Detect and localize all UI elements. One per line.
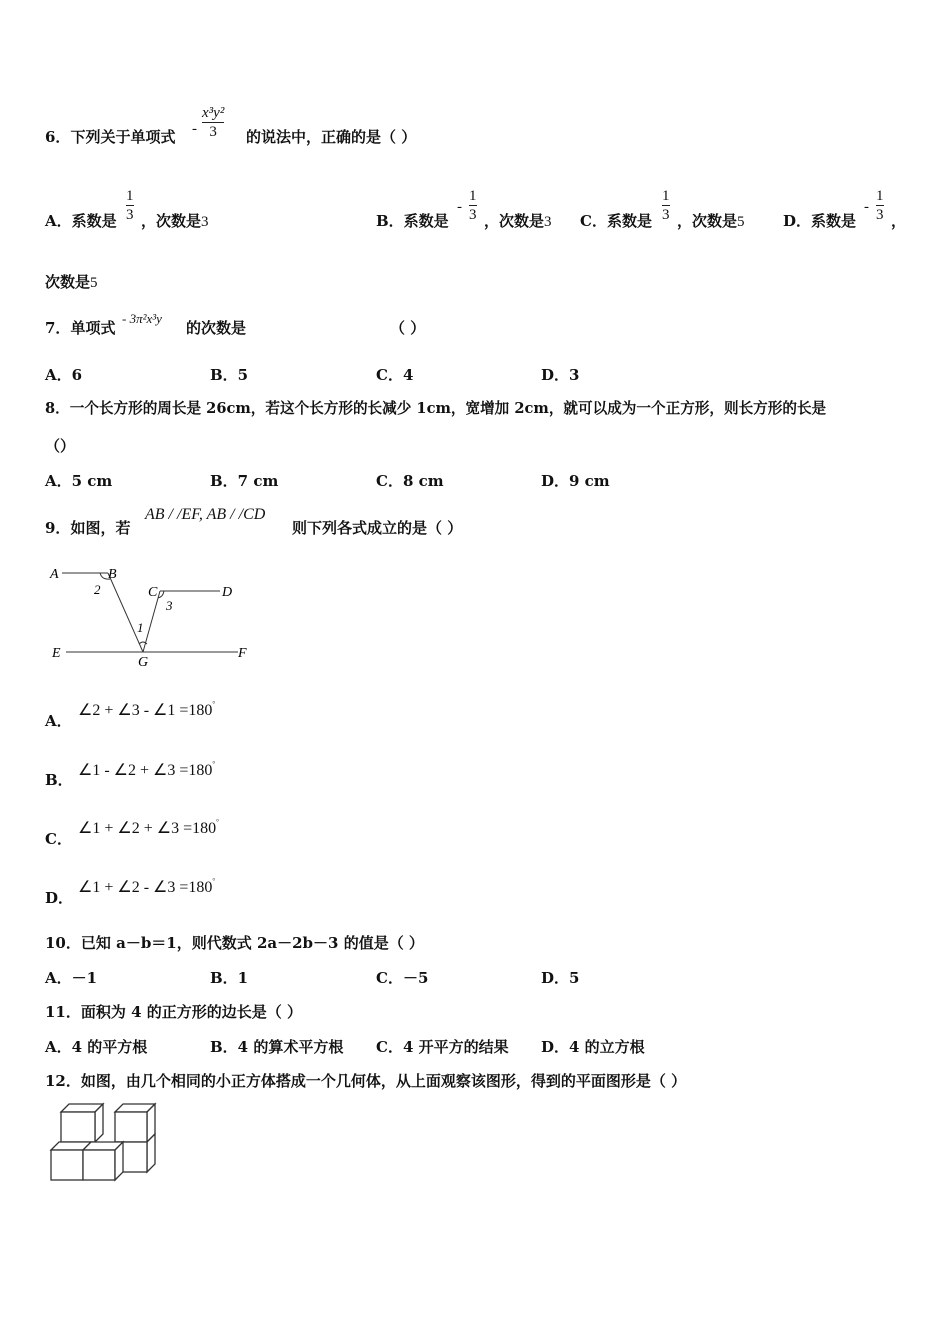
q9-number: 9． (45, 519, 71, 537)
q6-option-a-label: A．系数是 (45, 212, 117, 230)
q7-number: 7． (45, 319, 71, 337)
q7-suffix: 的次数是 (186, 319, 247, 337)
q11-stem: 11．面积为 4 的正方形的边长是（ ） (45, 1003, 302, 1021)
q9-option-b-degree: ° (212, 760, 216, 768)
q9-option-a-equation: ∠2 + ∠3 - ∠1 =180 (78, 702, 213, 719)
q10-option-d: D．5 (541, 969, 580, 987)
q12-cube-figure (45, 1100, 160, 1185)
q6-option-c-den: 3 (662, 207, 670, 223)
q6-expr-denominator: 3 (209, 124, 217, 140)
label-f: F (238, 646, 247, 661)
q6-option-a-fraction (126, 187, 134, 224)
q6-option-b-num: 1 (469, 188, 477, 204)
q9-option-a-expr (78, 700, 215, 720)
q6-option-a-den: 3 (126, 207, 134, 223)
q8-option-d: D．9 cm (541, 472, 610, 490)
q11-option-a: A．4 的平方根 (45, 1038, 148, 1056)
q6-option-c-num: 1 (662, 188, 670, 204)
q9-option-d-equation: ∠1 + ∠2 - ∠3 =180 (78, 879, 213, 896)
q7-option-d: D．3 (541, 366, 580, 384)
q9-option-a-label: A． (45, 712, 72, 730)
q8-stem-line1: 8．一个长方形的周长是 26cm，若这个长方形的长减少 1cm，宽增加 2cm，就可以成为一个正方形，则长方形的长是 (45, 400, 827, 417)
q6-option-a-degree: 3 (201, 214, 209, 230)
q11-option-d: D．4 的立方根 (541, 1038, 645, 1056)
q6-option-d-cont-label: 次数是 (45, 273, 91, 291)
q8-option-b: B．7 cm (210, 472, 279, 490)
q6-option-a-rest-label: ，次数是 (141, 212, 202, 230)
q6-option-b-degree: 3 (544, 214, 552, 230)
label-angle-1: 1 (137, 620, 144, 635)
label-angle-3: 3 (166, 598, 173, 613)
q11-option-c: C．4 开平方的结果 (376, 1038, 509, 1056)
q6-suffix: 的说法中，正确的是（ ） (246, 128, 417, 146)
q6-option-d-comma: ， (891, 212, 907, 230)
q9-condition: AB / /EF, AB / /CD (145, 506, 266, 523)
q6-option-d-neg: - (864, 199, 869, 215)
q10-option-c: C．－5 (376, 969, 429, 987)
q7-option-c: C．4 (376, 366, 414, 384)
q10-option-b: B．1 (210, 969, 249, 987)
q6-option-b-neg: - (457, 199, 462, 215)
q6-option-d-den: 3 (876, 207, 884, 223)
label-e: E (52, 646, 61, 661)
q7-option-b: B．5 (210, 366, 249, 384)
q6-expr-numerator: x³y² (202, 105, 225, 121)
q9-suffix: 则下列各式成立的是（ ） (292, 519, 463, 537)
cube-front-face (61, 1112, 95, 1142)
label-d: D (222, 585, 233, 600)
label-a: A (50, 567, 59, 582)
q6-option-c-rest-label: ，次数是 (677, 212, 738, 230)
q7-prefix: 单项式 (70, 319, 116, 337)
q9-option-b-label: B． (45, 771, 73, 789)
q8-option-c: C．8 cm (376, 472, 444, 490)
q10-option-a: A．－1 (45, 969, 98, 987)
q6-option-d-label: D．系数是 (783, 212, 857, 230)
q9-option-a-degree: ° (212, 700, 216, 708)
q9-option-c-degree: ° (216, 818, 219, 826)
q7-monomial: - 3π²x³y (122, 311, 162, 326)
q6-neg-sign: - (192, 121, 197, 137)
q6-option-d-num: 1 (876, 188, 884, 204)
q6-option-d-degree: 5 (90, 275, 98, 291)
label-angle-2: 2 (94, 582, 101, 597)
q6-option-c-degree: 5 (737, 214, 745, 230)
q6-option-d-continued (45, 272, 98, 293)
cube-front-face (83, 1150, 115, 1180)
q9-option-b-equation: ∠1 - ∠2 + ∠3 =180 (78, 762, 213, 779)
q6-option-b-rest-label: ，次数是 (484, 212, 545, 230)
q9-option-d-degree: ° (212, 877, 216, 885)
q8-stem-line2: （） (45, 437, 76, 455)
q7-answer-paren: （ ） (390, 319, 426, 337)
q6-number: 6． (45, 128, 71, 146)
q9-option-d-label: D． (45, 889, 74, 907)
q6-monomial-fraction (202, 104, 224, 141)
q6-option-c-label: C．系数是 (580, 212, 652, 230)
label-b: B (108, 567, 117, 582)
q6-option-a-rest (141, 211, 209, 232)
q10-stem: 10．已知 a－b＝1，则代数式 2a－2b－3 的值是（ ） (45, 934, 424, 952)
q9-option-c-equation: ∠1 + ∠2 + ∠3 =180 (78, 820, 217, 837)
label-g: G (138, 655, 149, 670)
cube-front-face (115, 1112, 147, 1142)
q7-prefix-line (45, 318, 115, 338)
q9-option-b-expr (78, 760, 215, 780)
q6-prefix-line (45, 127, 175, 147)
q6-prefix: 下列关于单项式 (70, 128, 176, 146)
q9-prefix-line (45, 518, 130, 538)
q6-option-b-den: 3 (469, 207, 477, 223)
cube-front-face (51, 1150, 83, 1180)
q7-option-a: A．6 (45, 366, 83, 384)
q6-option-c-rest (677, 211, 745, 232)
label-c: C (148, 585, 158, 600)
q6-option-d-fraction (876, 187, 884, 224)
q6-option-b-fraction (469, 187, 477, 224)
q6-option-b-rest (484, 211, 552, 232)
q9-option-c-label: C． (45, 830, 72, 848)
q9-figure (40, 560, 260, 672)
segment-bg (108, 573, 143, 652)
q11-option-b: B．4 的算术平方根 (210, 1038, 344, 1056)
q6-option-c-fraction (662, 187, 670, 224)
q12-stem: 12．如图，由几个相同的小正方体搭成一个几何体，从上面观察该图形，得到的平面图形是（ ） (45, 1072, 687, 1090)
q6-option-b-label: B．系数是 (376, 212, 449, 230)
q8-option-a: A．5 cm (45, 472, 113, 490)
q9-option-d-expr (78, 877, 215, 897)
q9-prefix: 如图，若 (70, 519, 131, 537)
q9-option-c-expr (78, 818, 219, 838)
q6-option-a-num: 1 (126, 188, 134, 204)
